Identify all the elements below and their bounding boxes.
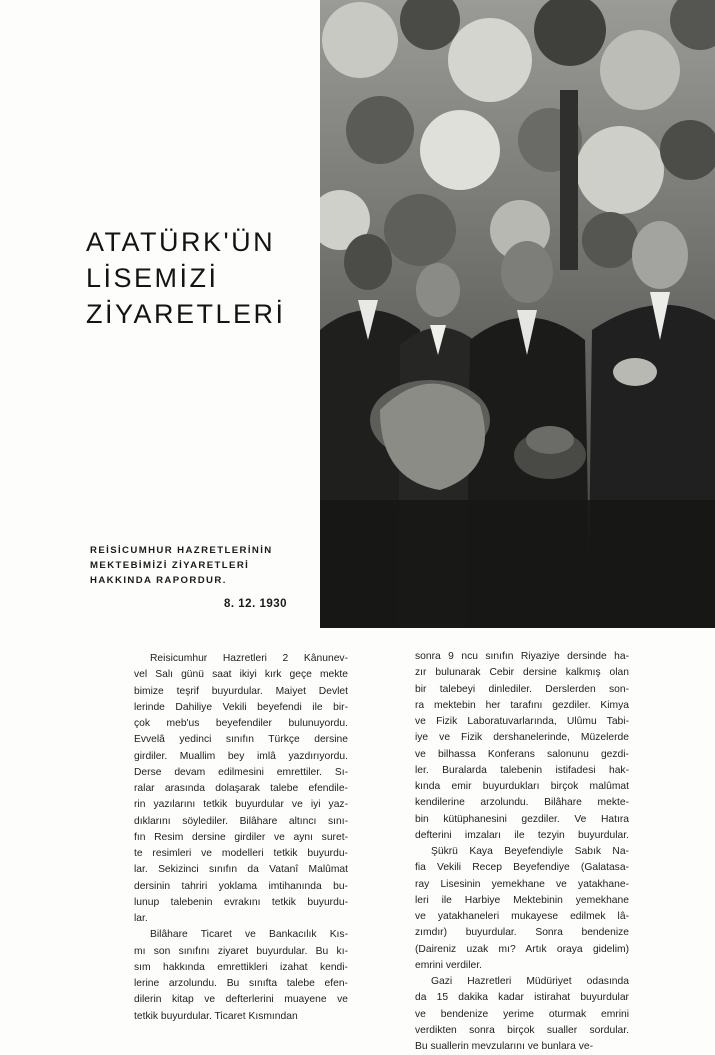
text-line: kendilerine arzolundu. Bilâhare mekte-	[415, 797, 629, 809]
text-line: ray Lisesinin yemekhane ve yatakhane-	[415, 878, 629, 890]
title-line: LİSEMİZİ	[86, 263, 219, 293]
text-line: zımdır) buyurdular. Sonra bendenize	[415, 927, 629, 939]
text-line: bir talebeyi dinlediler. Derslerden son-	[415, 683, 629, 695]
text-line: Derse devam edilmesini emrettiler. Sı-	[134, 766, 348, 778]
text-line: ra mektebin her tarafını gezdiler. Kimya	[415, 699, 629, 711]
text-line: bin kütüphanesini gezdiler. Ve Hatıra	[415, 813, 629, 825]
report-date: 8. 12. 1930	[224, 598, 288, 610]
text-line: da 15 dakika kadar istirahat buyurdular	[415, 992, 629, 1004]
text-line: verdikten sonra birçok sualler sordular.	[415, 1024, 629, 1036]
text-line: dersinin tahriri yoklama imtihanında bu-	[134, 880, 348, 892]
text-line: lerinde Dahiliye Vekili beyefendi ile bir-	[134, 701, 348, 713]
text-line: lerine arzolundu. Bu sınıfta talebe efen-	[134, 978, 348, 989]
body-column-left	[134, 651, 348, 1025]
text-line: rin yazılarını tetkik buyurdular ve iyi yaz-	[134, 799, 348, 811]
text-line: sım hakkında emrettikleri izahat kendi-	[134, 961, 348, 973]
text-line: fın Resim dersine girdiler ve aynı suret-	[134, 831, 348, 843]
text-line: defterini imzaları ile tezyin buyurdular.	[415, 829, 629, 841]
text-line: ve yatakhaneleri mukayese edilmek lâ-	[415, 911, 629, 922]
text-line: Şükrü Kaya Beyefendiyle Sabık Na-	[431, 846, 629, 857]
text-line: Reisicumhur Hazretleri 2 Kânunev-	[150, 653, 348, 664]
text-line: ler. Buralarda talebenin istifadesi hak-	[415, 764, 629, 776]
subtitle-line: HAKKINDA RAPORDUR.	[90, 575, 227, 586]
text-line: zır bulunarak Cebir dersine kalkmış olan	[415, 667, 629, 679]
subtitle-line: REİSİCUMHUR HAZRETLERİNİN	[90, 545, 273, 556]
text-line: leri ile Harbiye Mektebinin yemekhane	[415, 894, 629, 906]
text-line: lunup talebenin evrakını tetkik buyurdu-	[134, 896, 348, 908]
historical-photograph	[320, 0, 715, 628]
title-line: ZİYARETLERİ	[86, 299, 286, 329]
text-line: (Daireniz uzak mı? Artık oraya gidelim)	[415, 943, 629, 955]
text-line: lar.	[134, 913, 148, 924]
article-title	[86, 224, 286, 332]
text-line: Gazi Hazretleri Müdüriyet odasında	[431, 976, 629, 987]
text-line: vel Salı günü saat ikiyi kırk geçe mekte	[134, 669, 348, 681]
text-line: kında emir buyurdukları birçok malûmat	[415, 781, 629, 792]
text-line: ve Fizik Laboratuvarlarında, Ulûmu Tabi-	[415, 716, 629, 727]
text-line: tetkik buyurdular. Ticaret Kısmından	[134, 1010, 298, 1022]
text-line: bimize teşrif buyurdular. Maiyet Devlet	[134, 685, 348, 697]
text-line: Evvelâ yedinci sınıfın Türkçe dersine	[134, 734, 348, 746]
text-line: fia Vekili Recep Beyefendiye (Galatasa-	[415, 862, 629, 874]
text-line: dilerin kitap ve defterlerini muayene ve	[134, 994, 348, 1006]
title-line: ATATÜRK'ÜN	[86, 227, 276, 257]
text-line: dıklarını söylediler. Bilâhare altıncı sını-	[134, 815, 348, 827]
text-line: mı son sınıfını ziyaret buyurdular. Bu kı-	[134, 945, 348, 957]
body-column-right	[415, 649, 629, 1055]
text-line: iye ve Fizik dershanelerinde, Müzelerde	[415, 732, 629, 744]
text-line: ve bilhassa Konferans salonunu gezdi-	[415, 748, 629, 760]
text-line: te resimleri ve modelleri tetkik buyurdu-	[134, 848, 348, 859]
subtitle-line: MEKTEBİMİZİ ZİYARETLERİ	[90, 560, 250, 571]
text-line: çok meb'us beyefendiler bulunuyordu.	[134, 718, 348, 729]
text-line: girdiler. Muallim bey imlâ yazdırıyordu.	[134, 750, 348, 762]
text-line: emrini verdiler.	[415, 959, 482, 971]
text-line: ralar arasında dolaşarak talebe efendile-	[134, 783, 348, 794]
text-line: Bilâhare Ticaret ve Bankacılık Kıs-	[150, 929, 348, 941]
text-line: ve bendenize yerime oturmak emrini	[415, 1008, 629, 1020]
article-subtitle	[90, 543, 298, 588]
text-line: sonra 9 ncu sınıfın Riyaziye dersinde ha-	[415, 651, 629, 662]
text-line: lar. Sekizinci sınıfın da Vatanî Malûmat	[134, 864, 348, 876]
text-line: Bu suallerin mevzularını ve bunlara ve-	[415, 1041, 593, 1052]
